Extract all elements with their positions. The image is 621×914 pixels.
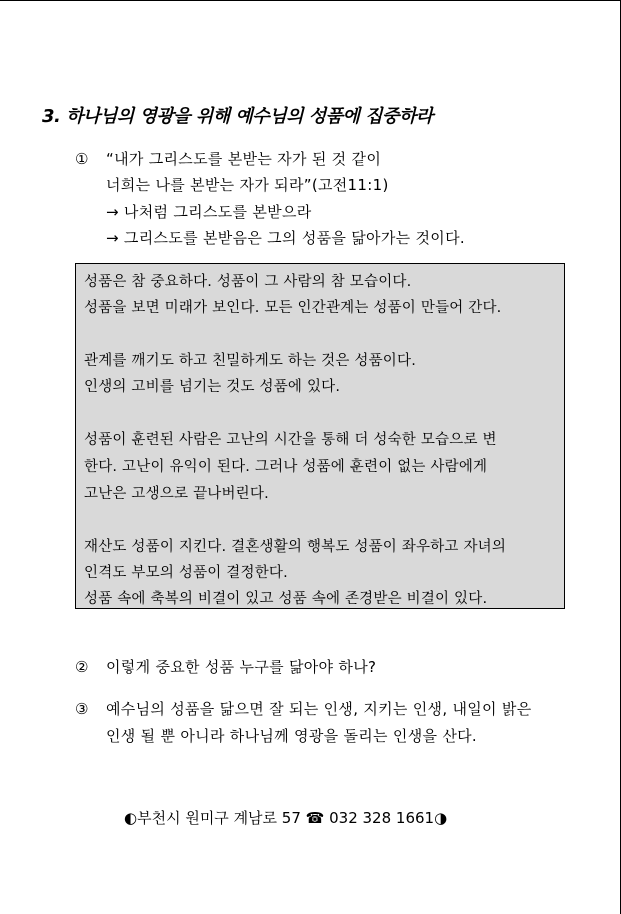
church-address-footer: ◐부천시 원미구 계남로 57 ☎ 032 328 1661◑: [124, 809, 448, 827]
box-line: 성품을 보면 미래가 보인다. 모든 인간관계는 성품이 만들어 간다.: [84, 300, 502, 316]
box-line: 성품은 참 중요하다. 성품이 그 사람의 참 모습이다.: [84, 274, 412, 290]
box-line: 성품 속에 축복의 비결이 있고 성품 속에 존경받은 비결이 있다.: [84, 591, 488, 607]
point3-line1: 예수님의 성품을 닮으면 잘 되는 인생, 지키는 인생, 내일이 밝은: [106, 700, 532, 718]
point1-arrow1: → 나처럼 그리스도를 본받으라: [106, 203, 312, 221]
point1-arrow2: → 그리스도를 본받음은 그의 성품을 닮아가는 것이다.: [106, 229, 465, 247]
point1-marker: ①: [75, 150, 89, 168]
box-line: 한다. 고난이 유익이 된다. 그러나 성품에 훈련이 없는 사람에게: [84, 459, 488, 475]
box-line: 인생의 고비를 넘기는 것도 성품에 있다.: [84, 379, 341, 395]
page-border-top: [0, 0, 620, 1]
character-box: [75, 263, 565, 609]
box-line: 인격도 부모의 성품이 결정한다.: [84, 565, 288, 581]
box-line: 성품이 훈련된 사람은 고난의 시간을 통해 더 성숙한 모습으로 변: [84, 432, 497, 448]
point2-line1: 이렇게 중요한 성품 누구를 닮아야 하나?: [106, 658, 377, 676]
point1-line2: 너희는 나를 본받는 자가 되라”(고전11:1): [106, 176, 389, 194]
point3-marker: ③: [75, 700, 89, 718]
point2-marker: ②: [75, 658, 89, 676]
box-line: 관계를 깨기도 하고 친밀하게도 하는 것은 성품이다.: [84, 353, 417, 369]
box-line: 고난은 고생으로 끝나버린다.: [84, 486, 269, 502]
point3-line2: 인생 될 뿐 아니라 하나님께 영광을 돌리는 인생을 산다.: [106, 727, 477, 745]
section-heading: 3. 하나님의 영광을 위해 예수님의 성품에 집중하라: [42, 106, 433, 127]
box-line: 재산도 성품이 지킨다. 결혼생활의 행복도 성품이 좌우하고 자녀의: [84, 539, 507, 555]
point1-line1: “내가 그리스도를 본받는 자가 된 것 같이: [106, 150, 382, 168]
